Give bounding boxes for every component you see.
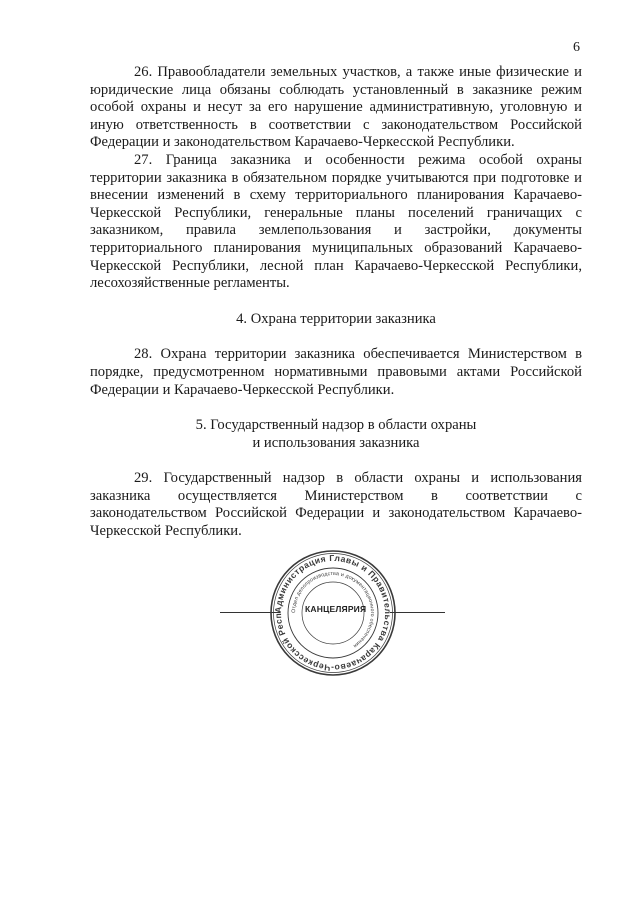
paragraph-28: 28. Охрана территории заказника обеспечивается Министерством в порядке, предусмотренном нормативными правовыми актами Российской Федерации и Карачаево-Черкесской Республики. [90, 346, 582, 398]
signature-line-right [390, 612, 445, 613]
section-heading-5-line-2: и использования заказника [252, 434, 420, 451]
paragraph-29: 29. Государственный надзор в области охраны и использования заказника осуществляется Министерством в соответствии с законодательством Российской Федерации и законодательством Карачаево-Черкесской Республики. [90, 470, 582, 540]
section-heading-5-line-1: 5. Государственный надзор в области охраны [195, 417, 477, 434]
paragraph-27: 27. Граница заказника и особенности режима особой охраны территории заказника в обязательном порядке учитываются при подготовке и внесении изменений в схему территориального планирования Карачаево-Черкесской Республики, генеральные планы поселений граничащих с заказником, правила землепользования и застройки, документы территориального планирования муниципальных образований Карачаево-Черкесской Республики, лесной план Карачаево-Черкесской Республики, лесохозяйственные регламенты. [90, 151, 582, 292]
seal-center-label: КАНЦЕЛЯРИЯ [305, 604, 367, 614]
paragraph-26: 26. Правообладатели земельных участков, а также иные физические и юридические лица обязаны соблюдать установленный в заказнике режим особой охраны и несут за его нарушение административную, уголовную и иную ответственность в соответствии с законодательством Российской Федерации и законодательством Карачаево-Черкесской Республики. [90, 64, 582, 151]
seal-inner-text: Отдел делопроизводства и документационного обеспечения [290, 570, 376, 649]
seal-area [220, 548, 445, 688]
document-body [90, 64, 582, 541]
page-number: 6 [573, 40, 580, 55]
seal-outer-text: Администрация Главы и Правительства Карачаево-Черкесской Респ [272, 552, 394, 674]
section-heading-4: 4. Охрана территории заказника [236, 310, 436, 327]
